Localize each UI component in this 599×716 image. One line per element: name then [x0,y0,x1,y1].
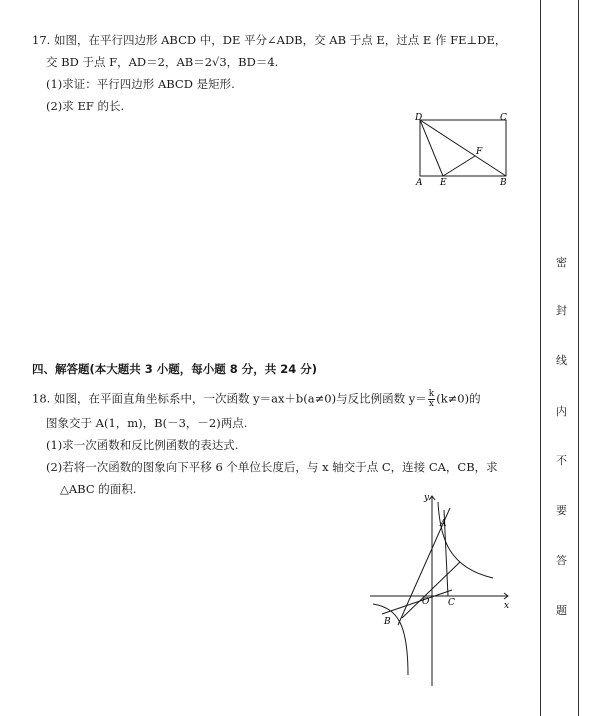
fig17-label-a: A [416,178,423,188]
seal-char-6: 要 [556,504,567,517]
section-title: 四、解答题(本大题共 3 小题，每小题 8 分，共 24 分) [32,362,318,376]
q18-frac-num: k [428,389,435,399]
q17-figure [410,110,520,190]
fig17-label-b: B [500,178,507,188]
fig18-label-c: C [448,598,455,608]
margin-rule-left [540,0,541,716]
seal-char-8: 题 [556,604,567,617]
q18-figure [368,490,518,690]
q18-part2b: △ABC 的面积. [60,482,137,496]
fig17-label-f: F [476,147,483,157]
q18-fraction [428,390,435,409]
seal-char-5: 不 [556,454,567,467]
q18-frac-den: x [428,399,434,409]
fig18-label-o: O [422,597,430,607]
fig18-label-x: x [504,601,510,611]
q17-part2: (2)求 EF 的长. [46,99,125,113]
q17-line2: 交 BD 于点 F，AD＝2，AB＝2√3，BD＝4. [46,55,279,69]
q18-part2a: (2)若将一次函数的图象向下平移 6 个单位长度后，与 x 轴交于点 C，连接 CA，CB，求 [46,460,498,474]
seal-char-4: 内 [556,405,567,418]
fig18-label-a: A [440,519,447,529]
seal-char-7: 答 [556,554,567,567]
q18-part1: (1)求一次函数和反比例函数的表达式. [46,438,239,452]
q18-line1-a: 18. 如图，在平面直角坐标系中，一次函数 y＝ax＋b(a≠0)与反比例函数 y＝ [32,391,427,406]
margin-rule-right [578,0,579,716]
q18-line1-b: (k≠0)的 [436,391,481,406]
q17-line1: 17. 如图，在平行四边形 ABCD 中，DE 平分∠ADB，交 AB 于点 E，过点 E 作 FE⊥DE， [32,33,507,47]
fig18-label-y: y [424,493,430,503]
fig17-label-d: D [415,113,423,123]
q17-part1: (1)求证：平行四边形 ABCD 是矩形. [46,77,235,91]
fig18-label-b: B [384,617,391,627]
fig17-label-e: E [440,178,447,188]
fig17-label-c: C [500,113,507,123]
seal-char-3: 线 [556,354,567,367]
q18-line1 [32,390,481,409]
q18-line2: 图象交于 A(1，m)，B(－3，－2)两点. [46,416,248,430]
seal-char-2: 封 [556,304,567,317]
seal-char-1: 密 [556,256,567,269]
